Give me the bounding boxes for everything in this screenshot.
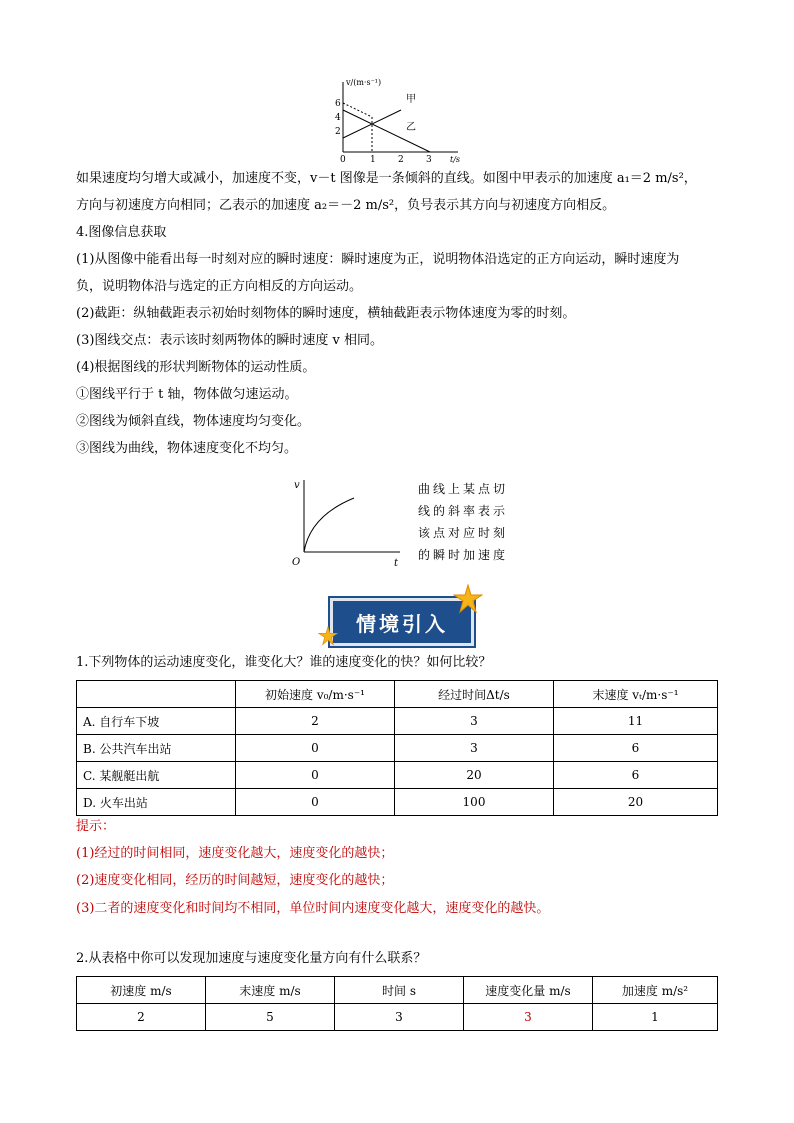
section4-c1: ①图线平行于 t 轴，物体做匀速运动。 — [76, 387, 298, 402]
hint-2: (2)速度变化相同，经历的时间越短，速度变化的越快； — [76, 873, 394, 888]
table-cell: 2 — [236, 708, 395, 735]
note-line: 的瞬时加速度 — [418, 548, 509, 562]
series-jia-label: 甲 — [406, 94, 416, 105]
table-header-row — [77, 977, 718, 1004]
table-row — [77, 762, 718, 789]
table-cell: 3 — [335, 1004, 464, 1031]
table-row — [77, 708, 718, 735]
chart2-ylabel: v — [294, 480, 300, 491]
ytick-4: 4 — [335, 113, 341, 123]
section4-title: 4.图像信息获取 — [76, 225, 167, 240]
header-cell: 末速度 m/s — [206, 977, 335, 1004]
ytick-2: 2 — [335, 127, 341, 137]
header-cell: 加速度 m/s² — [593, 977, 718, 1004]
velocity-curve — [304, 498, 354, 552]
table-cell: 0 — [236, 735, 395, 762]
section4-p1b: 负，说明物体沿与选定的正方向相反的方向运动。 — [76, 279, 363, 294]
para1-line1: 如果速度均匀增大或减小，加速度不变，v－t 图像是一条倾斜的直线。如图中甲表示的加速度 a₁＝2 m/s²， — [76, 171, 697, 186]
note-line: 该点对应时刻 — [418, 526, 509, 540]
hint-1: (1)经过的时间相同，速度变化越大，速度变化的越快； — [76, 846, 394, 861]
table-cell: 1 — [593, 1004, 718, 1031]
table-cell: B. 公共汽车出站 — [77, 735, 236, 762]
table-cell: 20 — [554, 789, 718, 816]
table-cell: 5 — [206, 1004, 335, 1031]
star-icon — [453, 584, 483, 614]
table-row — [77, 1004, 718, 1031]
table-row — [77, 789, 718, 816]
vt-chart-1 — [330, 76, 470, 164]
chart1-xlabel: t/s — [450, 155, 461, 164]
table-cell: 6 — [554, 762, 718, 789]
table-cell: 0 — [236, 789, 395, 816]
table-cell: 3 — [464, 1004, 593, 1031]
table-cell: 11 — [554, 708, 718, 735]
table-cell: 3 — [395, 735, 554, 762]
note-line: 线的斜率表示 — [418, 504, 509, 518]
note-line: 曲线上某点切 — [418, 482, 509, 496]
star-icon — [318, 626, 338, 646]
xtick-1: 1 — [370, 155, 376, 164]
section4-p3: (3)图线交点：表示该时刻两物体的瞬时速度 v 相同。 — [76, 333, 384, 348]
vt-chart-2 — [288, 476, 408, 568]
chart2-origin: O — [292, 557, 301, 568]
header-cell: 速度变化量 m/s — [464, 977, 593, 1004]
q1-table — [76, 680, 718, 816]
section4-p1a: (1)从图像中能看出每一时刻对应的瞬时速度：瞬时速度为正，说明物体沿选定的正方向运动，瞬时速度为 — [76, 252, 680, 267]
table-cell: 20 — [395, 762, 554, 789]
xtick-2: 2 — [398, 155, 404, 164]
xtick-3: 3 — [426, 155, 432, 164]
series-yi-label: 乙 — [406, 122, 416, 133]
hint-3: (3)二者的速度变化和时间均不相同，单位时间内速度变化越大，速度变化的越快。 — [76, 901, 550, 916]
table-cell: C. 某舰艇出航 — [77, 762, 236, 789]
section4-p4: (4)根据图线的形状判断物体的运动性质。 — [76, 360, 316, 375]
ytick-6: 6 — [335, 99, 341, 109]
table-cell: A. 自行车下坡 — [77, 708, 236, 735]
header-cell: 经过时间Δt/s — [395, 681, 554, 708]
hint-title: 提示： — [76, 819, 116, 834]
table-row — [77, 735, 718, 762]
table-cell: 3 — [395, 708, 554, 735]
q1-question: 1.下列物体的运动速度变化，谁变化大？谁的速度变化的快？如何比较？ — [76, 655, 492, 670]
table-cell: 2 — [77, 1004, 206, 1031]
header-cell: 末速度 vₜ/m·s⁻¹ — [554, 681, 718, 708]
header-cell: 时间 s — [335, 977, 464, 1004]
table-cell: 6 — [554, 735, 718, 762]
chart1-ylabel: v/(m·s⁻¹) — [346, 78, 382, 87]
section4-c3: ③图线为曲线，物体速度变化不均匀。 — [76, 441, 298, 456]
header-cell — [77, 681, 236, 708]
series-yi-line — [343, 110, 430, 152]
table-header-row — [77, 681, 718, 708]
chart2-xlabel: t — [394, 558, 399, 568]
table-cell: 0 — [236, 762, 395, 789]
q2-question: 2.从表格中你可以发现加速度与速度变化量方向有什么联系？ — [76, 951, 427, 966]
section4-p2: (2)截距：纵轴截距表示初始时刻物体的瞬时速度，横轴截距表示物体速度为零的时刻。 — [76, 306, 576, 321]
section4-c2: ②图线为倾斜直线，物体速度均匀变化。 — [76, 414, 311, 429]
table-cell: 100 — [395, 789, 554, 816]
dashed-guide — [343, 103, 372, 117]
table-cell: D. 火车出站 — [77, 789, 236, 816]
para1-line2: 方向与初速度方向相同；乙表示的加速度 a₂＝－2 m/s²，负号表示其方向与初速度方向相反。 — [76, 198, 616, 213]
header-cell: 初始速度 v₀/m·s⁻¹ — [236, 681, 395, 708]
slope-note — [418, 478, 508, 566]
q2-table — [76, 976, 718, 1031]
xtick-0: 0 — [340, 155, 346, 164]
section-banner: 情境引入 — [330, 598, 474, 646]
header-cell: 初速度 m/s — [77, 977, 206, 1004]
